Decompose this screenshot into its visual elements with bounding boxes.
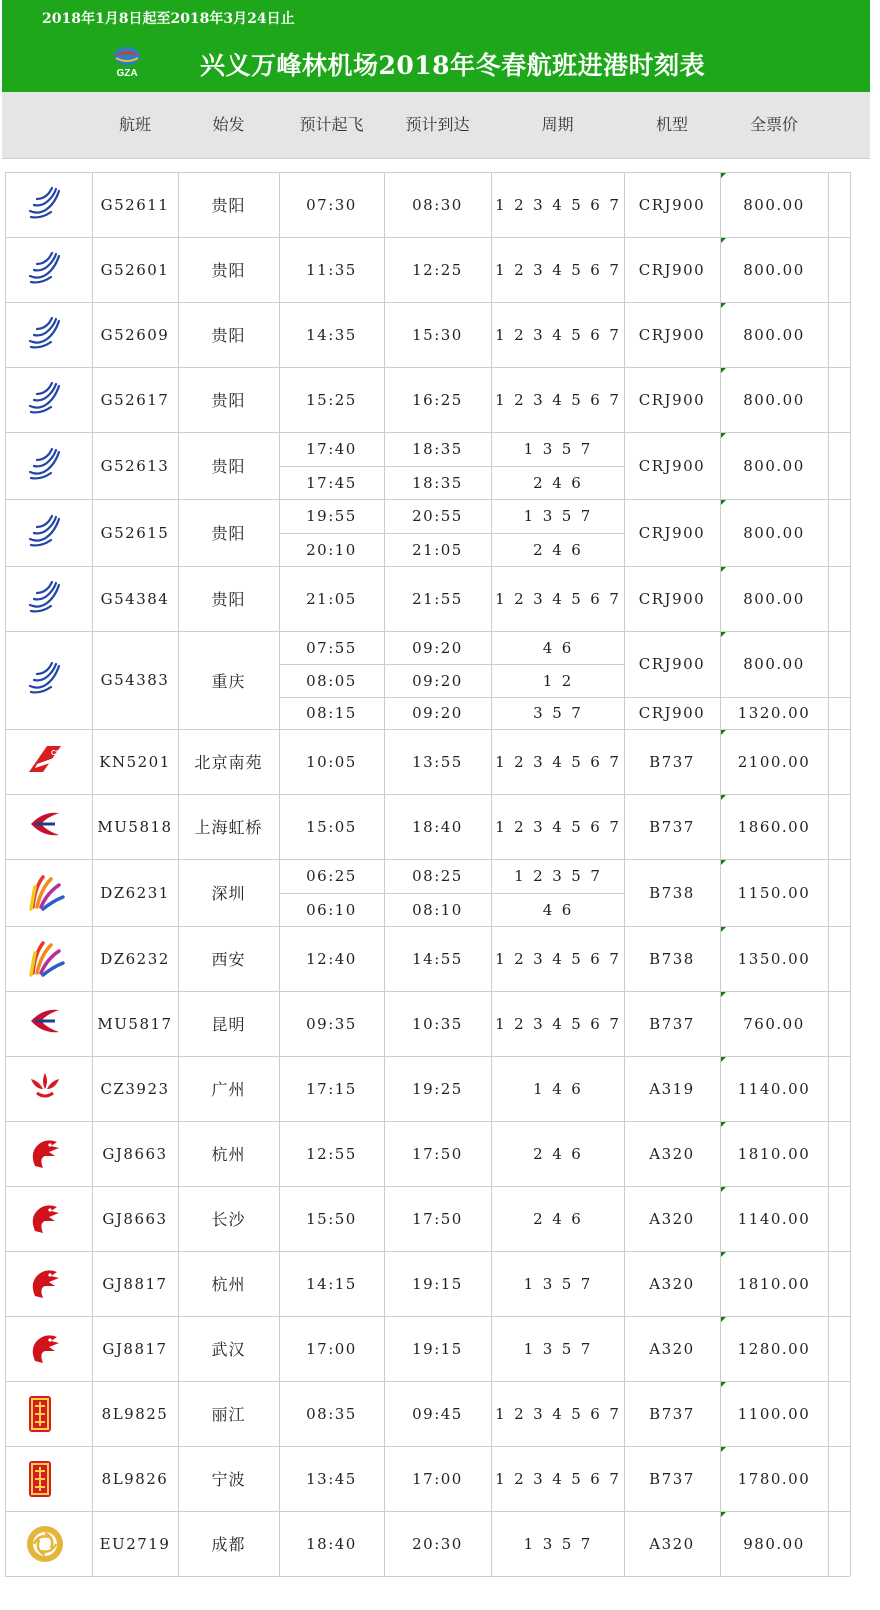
full-fare: 1810.00 xyxy=(737,1274,811,1293)
flight-number: MU5818 xyxy=(97,817,173,836)
weekly-days: 1 2 3 4 5 6 7 xyxy=(495,817,620,836)
arrival-time: 17:00 xyxy=(412,1469,463,1488)
full-fare: 1320.00 xyxy=(737,704,811,722)
weekly-days: 1 2 3 4 5 6 7 xyxy=(495,390,620,409)
row-divider xyxy=(624,697,850,698)
aircraft-type: B738 xyxy=(649,949,695,968)
cell-marker xyxy=(721,567,726,572)
full-fare: 1350.00 xyxy=(737,949,811,968)
full-fare: 980.00 xyxy=(743,1534,805,1553)
column-divider xyxy=(491,172,492,1576)
cell-marker xyxy=(721,1447,726,1452)
cell-marker xyxy=(721,860,726,865)
origin-city: 丽江 xyxy=(211,1405,246,1424)
column-header: 预计到达 xyxy=(405,115,470,134)
cell-marker xyxy=(721,1252,726,1257)
cell-marker xyxy=(721,303,726,308)
arrival-time: 14:55 xyxy=(412,949,463,968)
departure-time: 17:15 xyxy=(306,1079,357,1098)
departure-time: 20:10 xyxy=(306,540,357,559)
lucky-air-icon xyxy=(25,1459,55,1503)
column-divider xyxy=(5,172,6,1576)
arrival-time: 18:35 xyxy=(412,473,463,492)
svg-text:CUA: CUA xyxy=(51,749,65,757)
flight-number: DZ6231 xyxy=(100,883,170,902)
aircraft-type: CRJ900 xyxy=(638,704,706,722)
origin-city: 贵阳 xyxy=(211,391,246,410)
arrival-time: 08:30 xyxy=(412,195,463,214)
weekly-days: 1 2 3 4 5 6 7 xyxy=(495,589,620,608)
column-divider xyxy=(279,172,280,1576)
origin-city: 深圳 xyxy=(211,884,246,903)
full-fare: 800.00 xyxy=(743,655,805,673)
origin-city: 长沙 xyxy=(211,1210,246,1229)
origin-city: 贵阳 xyxy=(211,196,246,215)
cell-marker xyxy=(721,1122,726,1127)
weekly-days: 1 2 3 4 5 6 7 xyxy=(495,1014,620,1033)
flight-number: KN5201 xyxy=(99,752,171,771)
weekly-days: 1 2 xyxy=(542,671,573,690)
flight-number: CZ3923 xyxy=(100,1079,170,1098)
arrival-time: 13:55 xyxy=(412,752,463,771)
loong-air-icon xyxy=(25,1199,65,1241)
aircraft-type: A320 xyxy=(649,1534,695,1553)
column-header: 始发 xyxy=(212,115,245,134)
arrival-time: 10:35 xyxy=(412,1014,463,1033)
cell-marker xyxy=(721,1317,726,1322)
full-fare: 800.00 xyxy=(743,195,805,214)
origin-city: 贵阳 xyxy=(211,261,246,280)
column-divider xyxy=(828,172,829,1576)
origin-city: 宁波 xyxy=(211,1470,246,1489)
weekly-days: 1 2 3 4 5 6 7 xyxy=(495,1469,620,1488)
departure-time: 17:40 xyxy=(306,440,357,458)
aircraft-type: CRJ900 xyxy=(638,655,706,673)
arrival-time: 20:55 xyxy=(412,507,463,525)
cell-marker xyxy=(721,795,726,800)
arrival-time: 09:20 xyxy=(412,671,463,690)
aircraft-type: B737 xyxy=(649,752,695,771)
full-fare: 800.00 xyxy=(743,260,805,279)
arrival-time: 09:20 xyxy=(412,704,463,722)
weekly-days: 1 3 5 7 xyxy=(523,507,592,525)
weekly-days: 4 6 xyxy=(542,638,573,657)
column-header: 全票价 xyxy=(749,115,798,134)
column-header: 航班 xyxy=(118,115,151,134)
cell-marker xyxy=(721,238,726,243)
weekly-days: 1 3 5 7 xyxy=(523,1274,592,1293)
row-divider xyxy=(5,1576,850,1577)
arrival-time: 19:15 xyxy=(412,1274,463,1293)
aircraft-type: A319 xyxy=(649,1079,695,1098)
flight-number: G52617 xyxy=(100,390,170,409)
origin-city: 武汉 xyxy=(211,1340,246,1359)
arrival-time: 16:25 xyxy=(412,390,463,409)
departure-time: 14:35 xyxy=(306,325,357,344)
departure-time: 12:55 xyxy=(306,1144,357,1163)
flight-number: G54384 xyxy=(100,589,170,608)
flight-number: MU5817 xyxy=(97,1014,173,1033)
aircraft-type: B737 xyxy=(649,1404,695,1423)
wing-icon xyxy=(25,185,63,227)
row-divider xyxy=(279,466,624,467)
cell-marker xyxy=(721,992,726,997)
wing-icon xyxy=(25,380,63,422)
aircraft-type: B737 xyxy=(649,1014,695,1033)
svg-text:GZA: GZA xyxy=(116,68,138,78)
column-header: 周期 xyxy=(541,115,574,134)
departure-time: 07:55 xyxy=(306,638,357,657)
origin-city: 贵阳 xyxy=(211,326,246,345)
origin-city: 重庆 xyxy=(211,671,246,691)
origin-city: 西安 xyxy=(211,950,246,969)
full-fare: 1780.00 xyxy=(737,1469,811,1488)
origin-city: 上海虹桥 xyxy=(194,818,263,837)
wing-icon xyxy=(25,513,63,555)
wing-icon xyxy=(25,250,63,292)
column-divider xyxy=(384,172,385,1576)
departure-time: 17:00 xyxy=(306,1339,357,1358)
china-southern-icon xyxy=(25,1069,65,1107)
arrival-time: 18:40 xyxy=(412,817,463,836)
arrival-time: 17:50 xyxy=(412,1144,463,1163)
departure-time: 15:50 xyxy=(306,1209,357,1228)
full-fare: 1810.00 xyxy=(737,1144,811,1163)
arrival-time: 18:35 xyxy=(412,440,463,458)
arrival-time: 12:25 xyxy=(412,260,463,279)
origin-city: 成都 xyxy=(211,1535,246,1554)
row-divider xyxy=(279,533,624,534)
aircraft-type: A320 xyxy=(649,1209,695,1228)
date-range: 2018年1月8日起至2018年3月24日止 xyxy=(42,11,295,27)
column-divider xyxy=(720,172,721,1576)
origin-city: 杭州 xyxy=(211,1145,246,1164)
departure-time: 07:30 xyxy=(306,195,357,214)
full-fare: 1280.00 xyxy=(737,1339,811,1358)
origin-city: 北京南苑 xyxy=(194,753,263,772)
arrival-time: 19:15 xyxy=(412,1339,463,1358)
china-united-icon xyxy=(25,742,65,780)
full-fare: 1100.00 xyxy=(737,1404,811,1423)
full-fare: 800.00 xyxy=(743,456,805,475)
flight-number: G52609 xyxy=(100,325,170,344)
row-divider xyxy=(279,893,624,894)
weekly-days: 1 3 5 7 xyxy=(523,440,592,458)
weekly-days: 1 3 5 7 xyxy=(523,1339,592,1358)
arrival-time: 09:20 xyxy=(412,638,463,657)
loong-air-icon xyxy=(25,1264,65,1306)
cell-marker xyxy=(721,500,726,505)
full-fare: 1140.00 xyxy=(737,1079,811,1098)
departure-time: 21:05 xyxy=(306,589,357,608)
cell-marker xyxy=(721,368,726,373)
flight-number: EU2719 xyxy=(99,1534,171,1553)
wing-icon xyxy=(25,579,63,621)
column-divider xyxy=(92,172,93,1576)
weekly-days: 1 3 5 7 xyxy=(523,1534,592,1553)
origin-city: 贵阳 xyxy=(211,524,246,543)
cell-marker xyxy=(721,1382,726,1387)
aircraft-type: A320 xyxy=(649,1274,695,1293)
flight-number: G52613 xyxy=(100,456,170,475)
aircraft-type: B737 xyxy=(649,1469,695,1488)
weekly-days: 1 2 3 4 5 6 7 xyxy=(495,325,620,344)
arrival-time: 17:50 xyxy=(412,1209,463,1228)
aircraft-type: CRJ900 xyxy=(638,589,706,608)
flight-number: GJ8663 xyxy=(102,1144,168,1163)
departure-time: 06:25 xyxy=(306,867,357,885)
cell-marker xyxy=(721,730,726,735)
arrival-time: 15:30 xyxy=(412,325,463,344)
aircraft-type: CRJ900 xyxy=(638,523,706,542)
departure-time: 12:40 xyxy=(306,949,357,968)
aircraft-type: B738 xyxy=(649,883,695,902)
cell-marker xyxy=(721,173,726,178)
column-header: 机型 xyxy=(655,115,688,134)
full-fare: 800.00 xyxy=(743,325,805,344)
departure-time: 19:55 xyxy=(306,507,357,525)
departure-time: 15:05 xyxy=(306,817,357,836)
flight-number: GJ8663 xyxy=(102,1209,168,1228)
flight-number: G52601 xyxy=(100,260,170,279)
arrival-time: 21:55 xyxy=(412,589,463,608)
flight-number: GJ8817 xyxy=(102,1274,168,1293)
cell-marker xyxy=(721,1057,726,1062)
arrival-time: 09:45 xyxy=(412,1404,463,1423)
cell-marker xyxy=(721,927,726,932)
full-fare: 800.00 xyxy=(743,589,805,608)
column-divider xyxy=(178,172,179,1576)
loong-air-icon xyxy=(25,1134,65,1176)
weekly-days: 1 2 3 4 5 6 7 xyxy=(495,195,620,214)
aircraft-type: A320 xyxy=(649,1339,695,1358)
origin-city: 杭州 xyxy=(211,1275,246,1294)
full-fare: 760.00 xyxy=(743,1014,805,1033)
full-fare: 1860.00 xyxy=(737,817,811,836)
flight-number: DZ6232 xyxy=(100,949,170,968)
departure-time: 08:15 xyxy=(306,704,357,722)
china-eastern-icon xyxy=(25,1004,65,1042)
wing-icon xyxy=(25,446,63,488)
arrival-time: 21:05 xyxy=(412,540,463,559)
lucky-air-icon xyxy=(25,1394,55,1438)
flight-number: GJ8817 xyxy=(102,1339,168,1358)
wing-icon xyxy=(25,315,63,357)
arrival-time: 20:30 xyxy=(412,1534,463,1553)
departure-time: 11:35 xyxy=(306,260,357,279)
arrival-time: 08:10 xyxy=(412,900,463,919)
weekly-days: 4 6 xyxy=(542,900,573,919)
departure-time: 08:05 xyxy=(306,671,357,690)
column-header: 预计起飞 xyxy=(299,115,364,134)
aircraft-type: CRJ900 xyxy=(638,195,706,214)
aircraft-type: CRJ900 xyxy=(638,456,706,475)
weekly-days: 1 2 3 5 7 xyxy=(514,867,601,885)
aircraft-type: CRJ900 xyxy=(638,260,706,279)
origin-city: 贵阳 xyxy=(211,590,246,609)
donghai-icon xyxy=(25,873,65,919)
weekly-days: 2 4 6 xyxy=(533,1209,582,1228)
weekly-days: 2 4 6 xyxy=(533,1144,582,1163)
flight-number: 8L9825 xyxy=(101,1404,169,1423)
loong-air-icon xyxy=(25,1329,65,1371)
page-title: 兴义万峰林机场2018年冬春航班进港时刻表 xyxy=(200,51,706,80)
flight-number: G52615 xyxy=(100,523,170,542)
departure-time: 06:10 xyxy=(306,900,357,919)
origin-city: 广州 xyxy=(211,1080,246,1099)
arrival-time: 08:25 xyxy=(412,867,463,885)
cell-marker xyxy=(721,632,726,637)
cell-marker xyxy=(721,433,726,438)
full-fare: 800.00 xyxy=(743,523,805,542)
departure-time: 09:35 xyxy=(306,1014,357,1033)
departure-time: 18:40 xyxy=(306,1534,357,1553)
weekly-days: 1 2 3 4 5 6 7 xyxy=(495,260,620,279)
weekly-days: 3 5 7 xyxy=(533,704,582,722)
full-fare: 2100.00 xyxy=(737,752,811,771)
donghai-icon xyxy=(25,939,65,985)
chengdu-airlines-icon xyxy=(25,1524,65,1568)
aircraft-type: B737 xyxy=(649,817,695,836)
arrival-time: 19:25 xyxy=(412,1079,463,1098)
flight-number: G52611 xyxy=(100,195,170,214)
flight-number: 8L9826 xyxy=(101,1469,169,1488)
weekly-days: 1 2 3 4 5 6 7 xyxy=(495,752,620,771)
column-divider xyxy=(850,172,851,1576)
weekly-days: 1 2 3 4 5 6 7 xyxy=(495,949,620,968)
departure-time: 17:45 xyxy=(306,473,357,492)
full-fare: 1150.00 xyxy=(737,883,811,902)
weekly-days: 2 4 6 xyxy=(533,540,582,559)
weekly-days: 1 2 3 4 5 6 7 xyxy=(495,1404,620,1423)
wing-icon xyxy=(25,660,63,702)
departure-time: 14:15 xyxy=(306,1274,357,1293)
full-fare: 1140.00 xyxy=(737,1209,811,1228)
departure-time: 15:25 xyxy=(306,390,357,409)
full-fare: 800.00 xyxy=(743,390,805,409)
aircraft-type: CRJ900 xyxy=(638,390,706,409)
cell-marker xyxy=(721,1512,726,1517)
weekly-days: 2 4 6 xyxy=(533,473,582,492)
aircraft-type: A320 xyxy=(649,1144,695,1163)
aircraft-type: CRJ900 xyxy=(638,325,706,344)
cell-marker xyxy=(721,1187,726,1192)
origin-city: 昆明 xyxy=(211,1015,246,1034)
row-divider xyxy=(279,664,624,665)
flight-number: G54383 xyxy=(100,671,170,689)
weekly-days: 1 4 6 xyxy=(533,1079,582,1098)
departure-time: 13:45 xyxy=(306,1469,357,1488)
column-divider xyxy=(624,172,625,1576)
departure-time: 10:05 xyxy=(306,752,357,771)
departure-time: 08:35 xyxy=(306,1404,357,1423)
row-divider xyxy=(279,697,624,698)
china-eastern-icon xyxy=(25,807,65,845)
origin-city: 贵阳 xyxy=(211,457,246,476)
